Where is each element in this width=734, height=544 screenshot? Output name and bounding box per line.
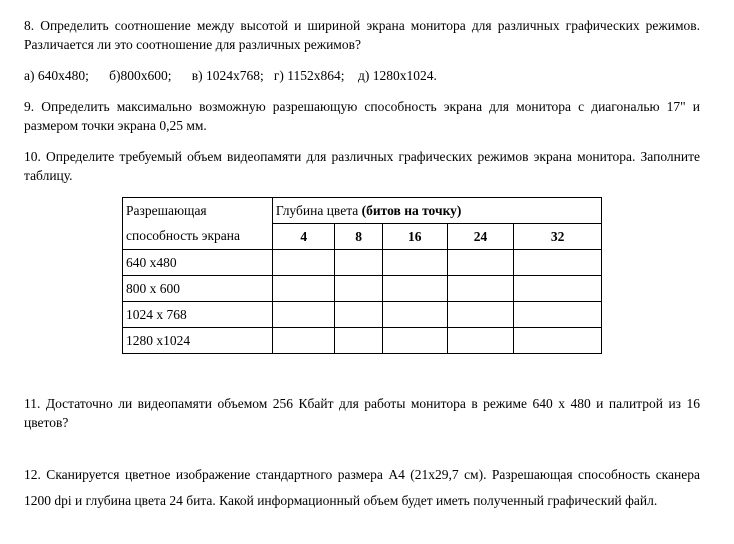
answer-cell xyxy=(382,302,447,328)
task-11-text: 11. Достаточно ли видеопамяти объемом 256 Кбайт для работы монитора в режиме 640 х 480 и палитрой из 16 цветов? xyxy=(24,396,700,430)
table-row xyxy=(123,250,602,276)
answer-cell xyxy=(335,328,382,354)
answer-cell xyxy=(382,276,447,302)
depth-8-header: 8 xyxy=(335,224,382,250)
answer-cell xyxy=(514,302,602,328)
answer-cell xyxy=(272,302,335,328)
task-9-text: 9. Определить максимально возможную разрешающую способность экрана для монитора с диагональю 17" и размером точки экрана 0,25 мм. xyxy=(24,99,700,133)
task-10-text: 10. Определите требуемый объем видеопамяти для различных графических режимов экрана монитора. Заполните таблицу. xyxy=(24,149,700,183)
depth-32-header: 32 xyxy=(514,224,602,250)
answer-cell xyxy=(514,328,602,354)
option-v: в) 1024x768; xyxy=(191,68,264,83)
resolution-cell: 640 x480 xyxy=(123,250,273,276)
depth-24-header: 24 xyxy=(447,224,514,250)
document-page xyxy=(24,16,700,514)
answer-cell xyxy=(447,276,514,302)
task-8-text: 8. Определить соотношение между высотой и шириной экрана монитора для различных графических режимов. Различается ли это соотношение для различных режимов? xyxy=(24,18,700,52)
table-row xyxy=(123,328,602,354)
answer-cell xyxy=(382,328,447,354)
option-d: д) 1280x1024. xyxy=(358,68,437,83)
answer-cell xyxy=(447,302,514,328)
answer-cell xyxy=(272,276,335,302)
resolution-cell: 1024 x 768 xyxy=(123,302,273,328)
resolution-header-line-1: Разрешающая xyxy=(123,198,273,224)
resolution-cell: 1280 x1024 xyxy=(123,328,273,354)
resolution-cell: 800 x 600 xyxy=(123,276,273,302)
task-12-text: 12. Сканируется цветное изображение стандартного размера А4 (21x29,7 см). Разрешающая способность сканера 1200 dpi и глубина цвета 24 бита. Какой информационный объем будет иметь полученный графический файл. xyxy=(24,467,700,508)
resolution-header-line-2: способность экрана xyxy=(123,224,273,250)
option-b: б)800x600; xyxy=(109,68,172,83)
answer-cell xyxy=(335,276,382,302)
table-row xyxy=(123,302,602,328)
answer-cell xyxy=(514,276,602,302)
depth-4-header: 4 xyxy=(272,224,335,250)
answer-cell xyxy=(272,250,335,276)
color-depth-header xyxy=(272,198,601,224)
table-header-row-2 xyxy=(123,224,602,250)
answer-cell xyxy=(272,328,335,354)
answer-cell xyxy=(335,302,382,328)
table-row xyxy=(123,276,602,302)
answer-cell xyxy=(447,250,514,276)
answer-cell xyxy=(335,250,382,276)
option-g: г) 1152x864; xyxy=(273,68,345,83)
answer-cell xyxy=(514,250,602,276)
color-depth-header-plain: Глубина цвета xyxy=(275,202,362,218)
answer-cell xyxy=(447,328,514,354)
video-memory-table xyxy=(122,197,602,354)
answer-cell xyxy=(382,250,447,276)
task-8-options xyxy=(24,66,700,85)
color-depth-header-bold: (битов на точку) xyxy=(361,202,462,218)
option-a: а) 640x480; xyxy=(24,68,89,83)
depth-16-header: 16 xyxy=(382,224,447,250)
table-header-row-1 xyxy=(123,198,602,224)
